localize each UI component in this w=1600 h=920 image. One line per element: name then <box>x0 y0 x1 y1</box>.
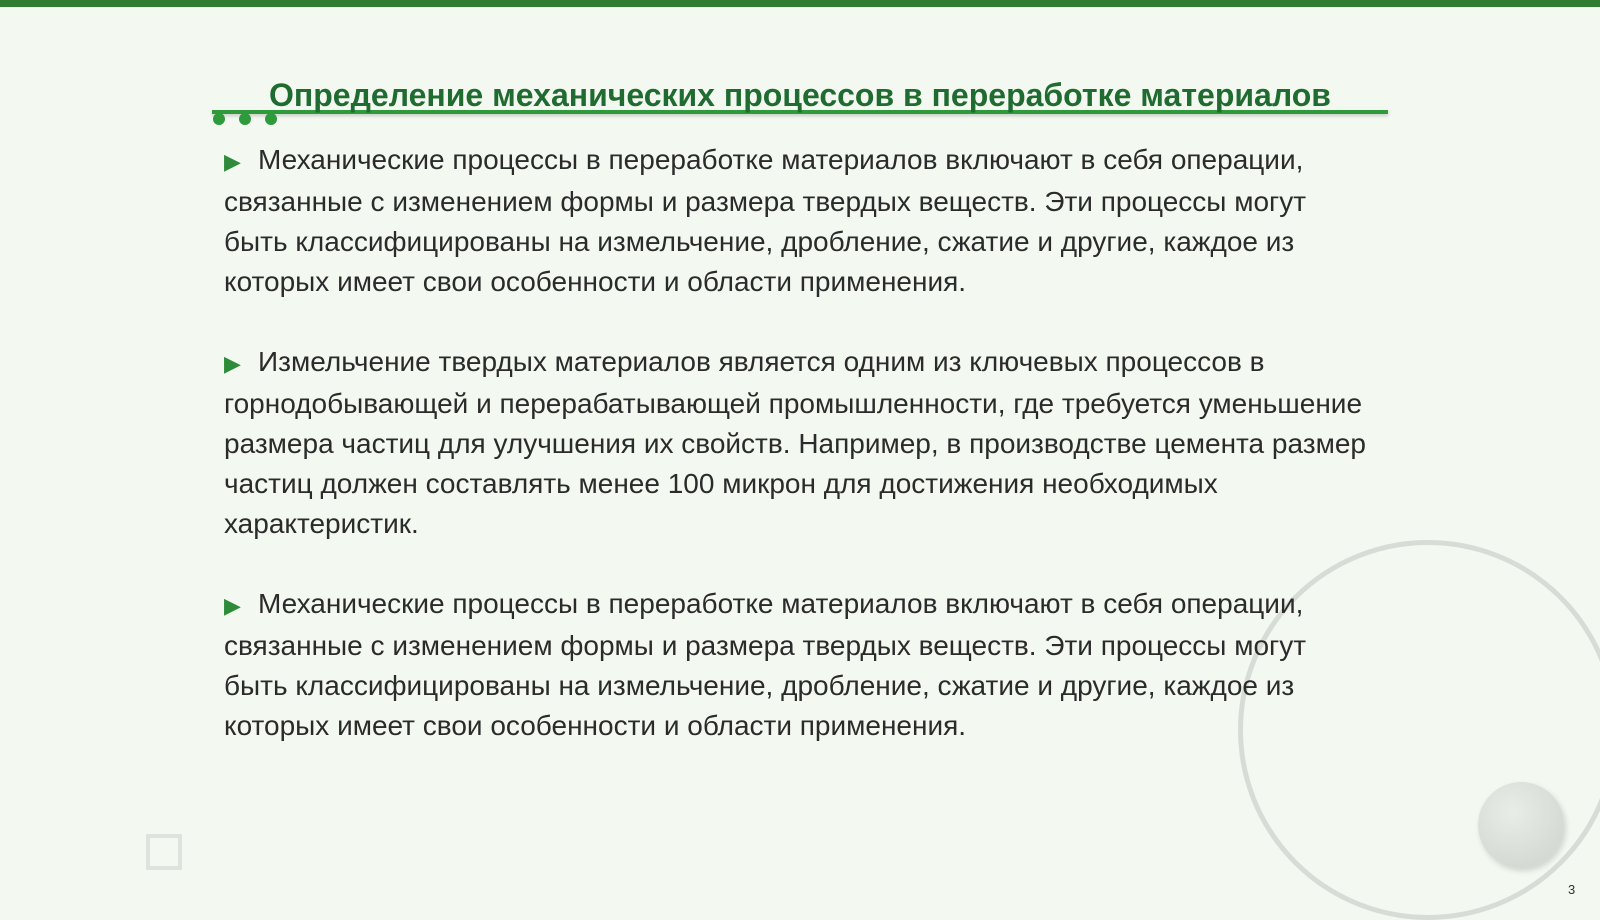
bullet-arrow-icon: ▶ <box>224 149 241 174</box>
slide-title: Определение механических процессов в переработке материалов <box>269 77 1331 113</box>
bullet-item-1 <box>224 140 1374 302</box>
bullet-item-2 <box>224 342 1374 544</box>
decorative-sphere <box>1478 782 1564 868</box>
slide-body <box>224 140 1374 786</box>
decorative-square <box>146 834 182 870</box>
bullet-text-2: Измельчение твердых материалов является одним из ключевых процессов в горнодобывающей и перерабатывающей промышленности, где требуется уменьшение размера частиц для улучшения их свойств. Например, в производстве цемента размер частиц должен составлять менее 100 микрон для достижения необходимых характеристик. <box>224 346 1366 539</box>
bullet-arrow-icon: ▶ <box>224 351 241 376</box>
bullet-arrow-icon: ▶ <box>224 593 241 618</box>
bullet-text-3: Механические процессы в переработке материалов включают в себя операции, связанные с изменением формы и размера твердых веществ. Эти процессы могут быть классифицированы на измельчение, дробление, сжатие и другие, каждое из которых имеет свои особенности и области применения. <box>224 588 1307 741</box>
top-accent-bar <box>0 0 1600 7</box>
page-number: 3 <box>1568 882 1576 897</box>
bullet-item-3 <box>224 584 1374 746</box>
bullet-text-1: Механические процессы в переработке материалов включают в себя операции, связанные с изменением формы и размера твердых веществ. Эти процессы могут быть классифицированы на измельчение, дробление, сжатие и другие, каждое из которых имеет свои особенности и области применения. <box>224 144 1307 297</box>
